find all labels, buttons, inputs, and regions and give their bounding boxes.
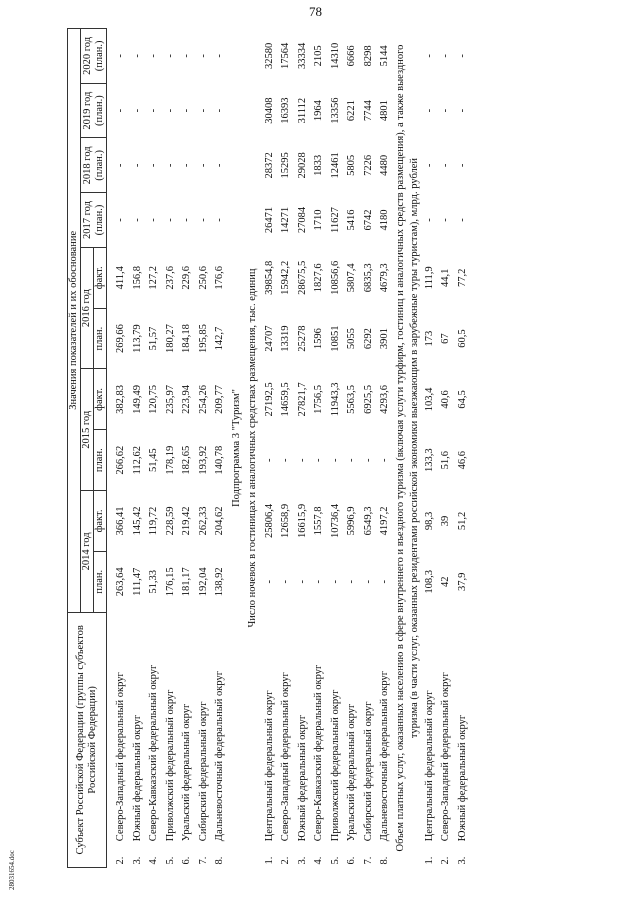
row-value: 235,97 bbox=[164, 384, 176, 414]
row-value: 5996,9 bbox=[346, 506, 358, 536]
row-value: 26471 bbox=[263, 206, 275, 234]
row-value: - bbox=[313, 458, 325, 462]
row-value: 113,79 bbox=[131, 324, 143, 353]
row-value: - bbox=[131, 218, 143, 222]
header-sub: план. bbox=[94, 430, 107, 491]
row-value: 195,85 bbox=[197, 324, 209, 354]
header-sub: план. bbox=[94, 551, 107, 612]
section-row bbox=[394, 29, 422, 868]
row-value: - bbox=[164, 218, 176, 222]
header-subject: Субъект Российской Федерации (группы субъектов Российской Федерации) bbox=[68, 612, 107, 867]
row-value: - bbox=[346, 458, 358, 462]
row-value: 37,9 bbox=[456, 572, 468, 591]
row-value: - bbox=[423, 163, 435, 168]
row-value: 14659,5 bbox=[280, 382, 292, 417]
row-value: 27192,5 bbox=[263, 382, 275, 417]
row-value: 182,65 bbox=[181, 445, 193, 475]
row-number: 7. bbox=[362, 856, 374, 865]
row-value: - bbox=[115, 54, 127, 58]
row-value: 25806,4 bbox=[263, 503, 275, 539]
row-value: - bbox=[115, 218, 127, 222]
row-value: 10736,4 bbox=[329, 503, 341, 539]
row-value: 269,66 bbox=[115, 324, 127, 354]
row-value: 1596 bbox=[313, 328, 325, 350]
row-value: 178,19 bbox=[164, 445, 176, 475]
row-value: 14310 bbox=[329, 42, 341, 70]
row-value: - bbox=[296, 580, 308, 584]
row-value: 5144 bbox=[379, 45, 391, 67]
row-value: 8298 bbox=[362, 45, 374, 67]
row-value: - bbox=[148, 163, 160, 168]
row-region-name: Центральный федеральный округ bbox=[423, 690, 435, 842]
row-value: 13356 bbox=[329, 97, 341, 124]
row-value: 51,6 bbox=[440, 451, 452, 470]
row-value: 2105 bbox=[313, 45, 325, 67]
row-value: 17564 bbox=[280, 42, 292, 70]
row-value: 77,2 bbox=[456, 268, 468, 287]
row-value: - bbox=[197, 218, 209, 222]
row-value: 140,78 bbox=[214, 445, 226, 475]
row-value: 6742 bbox=[362, 209, 374, 231]
row-value: 31112 bbox=[296, 97, 308, 124]
row-value: 149,49 bbox=[131, 384, 143, 414]
row-number: 4. bbox=[148, 856, 160, 865]
row-value: - bbox=[115, 163, 127, 168]
row-number: 1. bbox=[423, 856, 435, 865]
row-region-name: Северо-Западный федеральный округ bbox=[440, 672, 452, 842]
row-value: 6221 bbox=[346, 100, 358, 122]
row-value: 1710 bbox=[313, 209, 325, 231]
header-year: 2017 год (план.) bbox=[81, 193, 107, 248]
row-value: - bbox=[440, 218, 452, 222]
row-value: 4480 bbox=[379, 154, 391, 176]
row-value: - bbox=[164, 54, 176, 58]
row-value: 7226 bbox=[362, 154, 374, 176]
row-value: - bbox=[296, 458, 308, 462]
header-year: 2016 год bbox=[81, 247, 94, 369]
row-region-name: Приволжский федеральный округ bbox=[329, 689, 341, 842]
row-value: 145,42 bbox=[131, 506, 143, 536]
row-value: 4293,6 bbox=[379, 384, 391, 414]
row-value: 228,59 bbox=[164, 506, 176, 536]
row-value: 67 bbox=[440, 333, 452, 344]
row-value: 44,1 bbox=[440, 268, 452, 287]
row-value: 98,3 bbox=[423, 511, 435, 531]
table-row bbox=[438, 29, 455, 868]
row-value: - bbox=[214, 54, 226, 58]
row-value: 60,5 bbox=[456, 329, 468, 348]
subprogram-title: Подпрограмма 3 "Туризм" bbox=[230, 389, 242, 507]
row-value: 142,7 bbox=[214, 326, 226, 351]
row-value: 6549,3 bbox=[362, 506, 374, 536]
row-value: - bbox=[131, 54, 143, 58]
row-region-name: Северо-Кавказский федеральный округ bbox=[313, 664, 325, 842]
row-value: 237,6 bbox=[164, 265, 176, 290]
table-row bbox=[196, 29, 213, 868]
row-value: 5416 bbox=[346, 209, 358, 231]
row-number: 1. bbox=[263, 856, 275, 865]
header-year: 2018 год (план.) bbox=[81, 138, 107, 193]
row-value: 4180 bbox=[379, 209, 391, 231]
row-number: 2. bbox=[440, 856, 452, 865]
row-value: - bbox=[423, 108, 435, 113]
row-value: - bbox=[329, 580, 341, 584]
row-value: - bbox=[440, 163, 452, 168]
row-value: - bbox=[148, 54, 160, 58]
row-value: 112,62 bbox=[131, 445, 143, 475]
row-number: 3. bbox=[296, 856, 308, 865]
row-value: 263,64 bbox=[115, 567, 127, 597]
row-region-name: Южный федеральный округ bbox=[456, 714, 468, 842]
row-value: 366,41 bbox=[115, 506, 127, 536]
row-value: 411,4 bbox=[115, 266, 127, 290]
row-region-name: Центральный федеральный округ bbox=[263, 690, 275, 842]
row-value: 6925,5 bbox=[362, 384, 374, 414]
row-value: - bbox=[456, 108, 468, 113]
row-value: - bbox=[131, 108, 143, 113]
row-value: 12658,9 bbox=[280, 503, 292, 539]
row-value: 5055 bbox=[346, 328, 358, 350]
row-value: 51,57 bbox=[148, 326, 160, 351]
header-values-title: Значения показателей и их обоснование bbox=[68, 29, 81, 613]
row-value: - bbox=[346, 580, 358, 584]
row-value: - bbox=[164, 108, 176, 113]
row-value: 6292 bbox=[362, 328, 374, 350]
row-value: - bbox=[440, 54, 452, 58]
row-value: 6835,3 bbox=[362, 263, 374, 293]
table-row bbox=[311, 29, 328, 868]
table-row bbox=[422, 29, 439, 868]
row-value: 1557,8 bbox=[313, 506, 325, 536]
row-value: 11943,3 bbox=[329, 382, 341, 417]
row-value: 5563,5 bbox=[346, 384, 358, 414]
header-sub: план. bbox=[94, 308, 107, 369]
document-code: 28031654.doc bbox=[8, 850, 16, 890]
row-value: 40,6 bbox=[440, 390, 452, 409]
row-value: 173 bbox=[423, 330, 435, 347]
row-value: - bbox=[164, 163, 176, 168]
row-value: 223,94 bbox=[181, 384, 193, 414]
table-row bbox=[107, 29, 130, 868]
row-value: 209,77 bbox=[214, 384, 226, 414]
row-value: - bbox=[379, 458, 391, 462]
row-value: 4197,2 bbox=[379, 506, 391, 536]
row-value: 5805 bbox=[346, 154, 358, 176]
row-value: - bbox=[362, 580, 374, 584]
table-row bbox=[130, 29, 147, 868]
row-value: 14271 bbox=[280, 206, 292, 234]
row-value: - bbox=[131, 163, 143, 168]
row-region-name: Южный федеральный округ bbox=[131, 714, 143, 842]
row-value: 10851 bbox=[329, 325, 341, 352]
row-region-name: Сибирский федеральный округ bbox=[197, 701, 209, 842]
row-region-name: Южный федеральный округ bbox=[296, 714, 308, 842]
row-value: - bbox=[362, 458, 374, 462]
row-value: 42 bbox=[440, 576, 452, 588]
row-value: 28675,5 bbox=[296, 260, 308, 295]
row-region-name: Северо-Западный федеральный округ bbox=[115, 672, 127, 842]
row-region-name: Уральский федеральный округ bbox=[181, 703, 193, 842]
row-region-name: Северо-Кавказский федеральный округ bbox=[148, 664, 160, 842]
header-year: 2015 год bbox=[81, 369, 94, 491]
row-value: - bbox=[379, 580, 391, 584]
header-sub: факт. bbox=[94, 247, 107, 308]
row-value: 11627 bbox=[329, 207, 341, 233]
row-value: - bbox=[263, 458, 275, 462]
row-value: - bbox=[214, 218, 226, 222]
row-value: 181,17 bbox=[181, 567, 193, 597]
row-value: 176,6 bbox=[214, 265, 226, 290]
row-value: - bbox=[181, 163, 193, 168]
row-value: 119,72 bbox=[148, 506, 160, 536]
indicators-table bbox=[67, 28, 471, 868]
row-value: 5807,4 bbox=[346, 263, 358, 293]
row-value: - bbox=[148, 218, 160, 222]
table-row bbox=[163, 29, 180, 868]
row-region-name: Дальневосточный федеральный округ bbox=[379, 670, 391, 842]
row-region-name: Дальневосточный федеральный округ bbox=[214, 670, 226, 842]
row-value: 64,5 bbox=[456, 390, 468, 409]
row-value: 27821,7 bbox=[296, 382, 308, 417]
row-value: 16615,9 bbox=[296, 503, 308, 539]
row-number: 7. bbox=[197, 856, 209, 865]
row-value: 32580 bbox=[263, 42, 275, 70]
table-row bbox=[361, 29, 378, 868]
table-row bbox=[262, 29, 279, 868]
row-value: 262,33 bbox=[197, 506, 209, 536]
row-value: - bbox=[263, 580, 275, 584]
row-value: 382,83 bbox=[115, 384, 127, 414]
table-row bbox=[455, 29, 472, 868]
row-number: 4. bbox=[313, 856, 325, 865]
row-value: - bbox=[197, 163, 209, 168]
row-value: 1827,6 bbox=[313, 263, 325, 293]
row-value: - bbox=[456, 54, 468, 58]
row-value: - bbox=[456, 218, 468, 222]
row-value: 1964 bbox=[313, 100, 325, 122]
row-value: 4679,3 bbox=[379, 263, 391, 293]
row-value: 25278 bbox=[296, 325, 308, 352]
table-row bbox=[295, 29, 312, 868]
table-row bbox=[377, 29, 394, 868]
row-value: 111,47 bbox=[131, 567, 143, 596]
row-number: 5. bbox=[329, 856, 341, 865]
row-number: 3. bbox=[131, 856, 143, 865]
row-value: - bbox=[423, 218, 435, 222]
table-body bbox=[107, 29, 472, 868]
row-value: 12461 bbox=[329, 152, 341, 179]
row-value: 16393 bbox=[280, 97, 292, 124]
row-number: 8. bbox=[379, 856, 391, 865]
row-value: 156,8 bbox=[131, 265, 143, 290]
row-value: 204,62 bbox=[214, 506, 226, 536]
row-value: 28372 bbox=[263, 152, 275, 179]
row-value: 29028 bbox=[296, 152, 308, 179]
row-value: 108,3 bbox=[423, 569, 435, 594]
row-value: 219,42 bbox=[181, 506, 193, 536]
row-value: 250,6 bbox=[197, 265, 209, 290]
row-value: 103,4 bbox=[423, 387, 435, 412]
row-value: - bbox=[440, 108, 452, 113]
section-title-paid-services: Объем платных услуг, оказанных населению в сфере внутреннего и въездного туризма (включая услуги турфирм, гостиниц и аналогичных средств размещения), а также выездного туризма (в части услуг, оказанных резидентами российской экономики выезжающим в зарубежные туры туристам), млрд. рублей bbox=[394, 44, 420, 852]
row-value: - bbox=[148, 108, 160, 113]
row-value: - bbox=[214, 108, 226, 113]
row-value: - bbox=[197, 108, 209, 113]
rotated-page bbox=[67, 28, 612, 868]
row-value: - bbox=[197, 54, 209, 58]
row-value: 27084 bbox=[296, 206, 308, 234]
row-value: 24707 bbox=[263, 325, 275, 352]
row-value: - bbox=[280, 458, 292, 462]
row-value: 133,3 bbox=[423, 448, 435, 472]
table-header bbox=[68, 29, 107, 868]
row-value: 6666 bbox=[346, 45, 358, 67]
row-number: 2. bbox=[280, 856, 292, 865]
row-value: 51,2 bbox=[456, 511, 468, 531]
row-value: - bbox=[456, 163, 468, 168]
row-value: 1833 bbox=[313, 154, 325, 176]
row-value: 39854,8 bbox=[263, 260, 275, 295]
row-value: 193,92 bbox=[197, 445, 209, 475]
header-sub: факт. bbox=[94, 369, 107, 430]
table-row bbox=[278, 29, 295, 868]
row-value: - bbox=[214, 163, 226, 168]
row-value: 176,15 bbox=[164, 567, 176, 597]
row-value: - bbox=[280, 580, 292, 584]
row-value: - bbox=[329, 458, 341, 462]
row-value: 51,45 bbox=[148, 448, 160, 472]
table-row bbox=[146, 29, 163, 868]
row-value: 180,27 bbox=[164, 324, 176, 354]
page-number: 78 bbox=[309, 4, 322, 19]
row-value: 184,18 bbox=[181, 324, 193, 354]
row-value: 192,04 bbox=[197, 567, 209, 597]
row-value: - bbox=[313, 580, 325, 584]
row-number: 3. bbox=[456, 856, 468, 865]
header-year: 2019 год (план.) bbox=[81, 83, 107, 138]
row-value: 33334 bbox=[296, 42, 308, 70]
row-value: 4801 bbox=[379, 100, 391, 122]
row-value: - bbox=[181, 54, 193, 58]
row-region-name: Уральский федеральный округ bbox=[346, 703, 358, 842]
row-region-name: Сибирский федеральный округ bbox=[362, 701, 374, 842]
row-number: 2. bbox=[115, 856, 127, 865]
row-value: 13319 bbox=[280, 325, 292, 352]
header-sub: факт. bbox=[94, 491, 107, 552]
header-year: 2020 год (план.) bbox=[81, 29, 107, 84]
row-value: 266,62 bbox=[115, 445, 127, 475]
row-value: 3901 bbox=[379, 328, 391, 350]
row-region-name: Северо-Западный федеральный округ bbox=[280, 672, 292, 842]
row-number: 8. bbox=[214, 856, 226, 865]
row-value: 229,6 bbox=[181, 265, 193, 290]
table-row bbox=[179, 29, 196, 868]
row-value: 15942,2 bbox=[280, 260, 292, 295]
row-value: - bbox=[115, 108, 127, 113]
row-value: 30408 bbox=[263, 97, 275, 124]
row-number: 6. bbox=[181, 856, 193, 865]
row-value: 120,75 bbox=[148, 384, 160, 414]
table-row bbox=[212, 29, 229, 868]
row-value: 7744 bbox=[362, 100, 374, 122]
row-value: 15295 bbox=[280, 152, 292, 179]
row-value: 127,2 bbox=[148, 265, 160, 290]
row-value: 10856,6 bbox=[329, 260, 341, 295]
row-value: 46,6 bbox=[456, 451, 468, 470]
table-row bbox=[344, 29, 361, 868]
row-number: 6. bbox=[346, 856, 358, 865]
section-row bbox=[229, 29, 246, 868]
row-value: 138,92 bbox=[214, 567, 226, 597]
row-number: 5. bbox=[164, 856, 176, 865]
row-value: 51,33 bbox=[148, 569, 160, 594]
row-region-name: Приволжский федеральный округ bbox=[164, 689, 176, 842]
table-row bbox=[328, 29, 345, 868]
row-value: - bbox=[181, 108, 193, 113]
row-value: 39 bbox=[440, 515, 452, 527]
header-year: 2014 год bbox=[81, 491, 94, 613]
row-value: - bbox=[181, 218, 193, 222]
row-value: 111,9 bbox=[423, 266, 435, 290]
row-value: 254,26 bbox=[197, 384, 209, 414]
section-row bbox=[245, 29, 262, 868]
section-title-nights: Число ночевок в гостиницах и аналогичных средствах размещения, тыс. единиц bbox=[247, 268, 259, 628]
row-value: - bbox=[423, 54, 435, 58]
row-value: 1756,5 bbox=[313, 384, 325, 414]
